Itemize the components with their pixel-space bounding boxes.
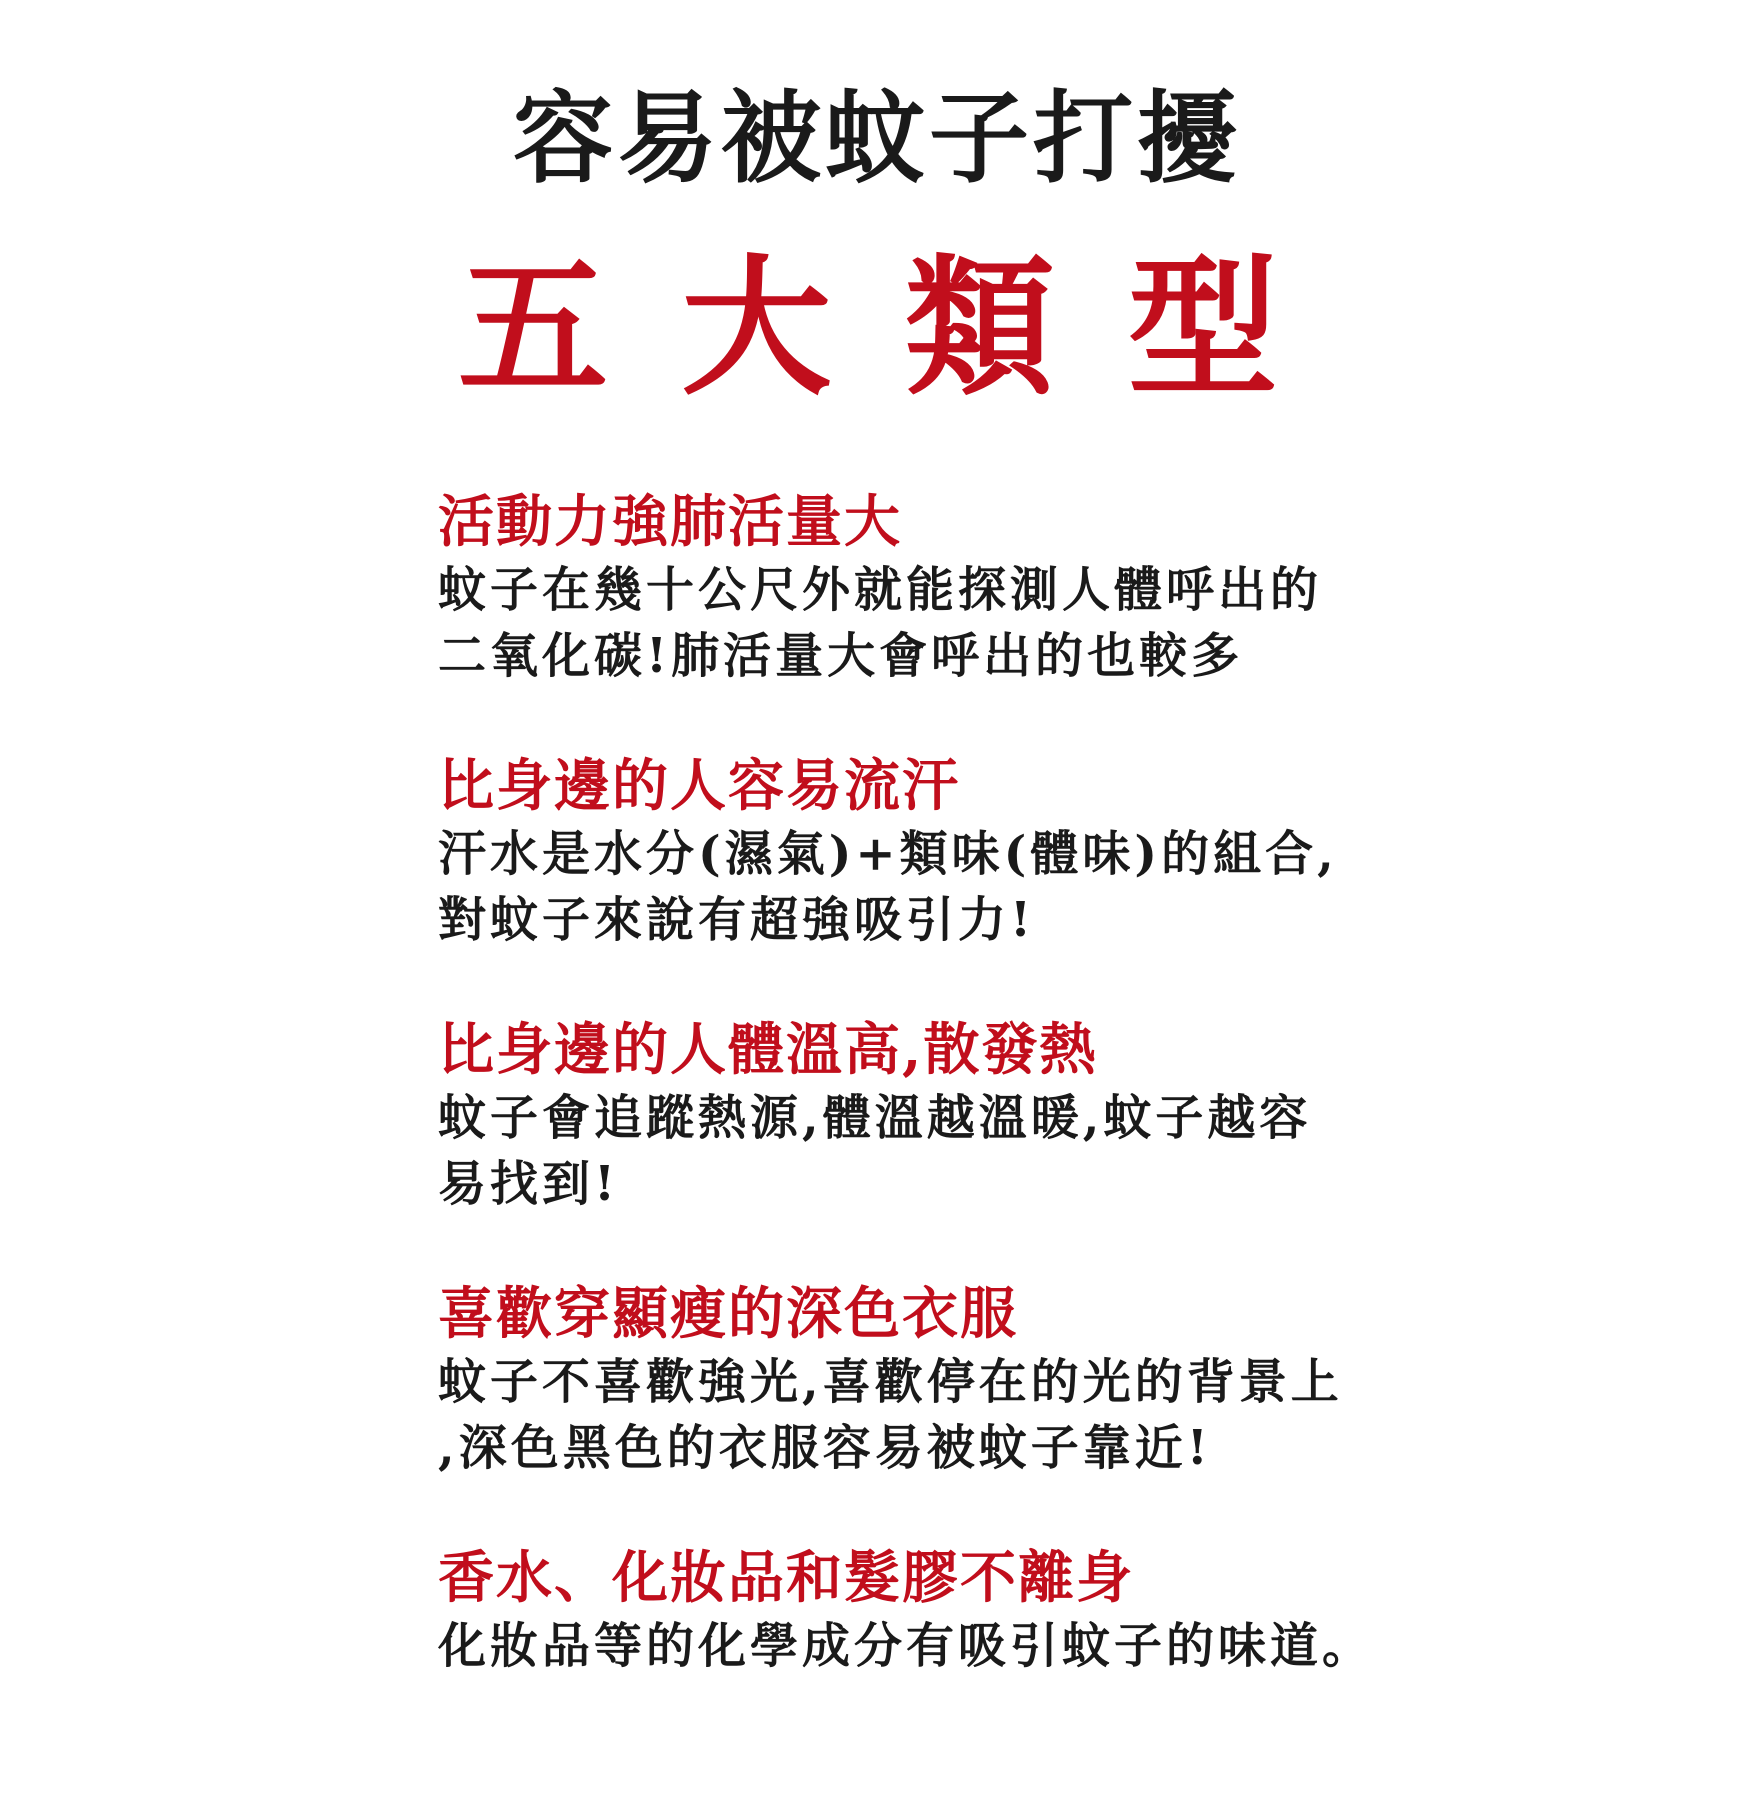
section-sweat bbox=[438, 751, 1738, 1015]
section-body-temperature bbox=[438, 1015, 1738, 1279]
section-body-line: 汗水是水分(濕氣)+類味(體味)的組合, bbox=[438, 826, 1338, 882]
subtitle-char: 大 bbox=[681, 240, 832, 416]
subtitle-char: 五 bbox=[458, 240, 609, 416]
page-title: 容易被蚊子打擾 bbox=[513, 79, 1241, 197]
section-heading: 比身邊的人體溫高,散發熱 bbox=[438, 1017, 1098, 1083]
section-body bbox=[438, 557, 1738, 689]
section-body bbox=[438, 1349, 1738, 1481]
section-body-line: 蚊子不喜歡強光,喜歡停在的光的背景上 bbox=[438, 1354, 1343, 1410]
section-body-line: 蚊子在幾十公尺外就能探測人體呼出的 bbox=[438, 562, 1323, 618]
section-cosmetics bbox=[438, 1543, 1738, 1807]
section-body-line: 易找到! bbox=[438, 1156, 620, 1212]
section-dark-clothing bbox=[438, 1279, 1738, 1543]
subtitle-char: 類 bbox=[904, 240, 1055, 416]
section-body-line: 對蚊子來說有超強吸引力! bbox=[438, 892, 1036, 948]
section-body-line: 蚊子會追蹤熱源,體溫越溫暖,蚊子越容 bbox=[438, 1090, 1312, 1146]
section-heading: 比身邊的人容易流汗 bbox=[438, 753, 960, 819]
section-body bbox=[438, 1085, 1738, 1217]
section-body-line: ,深色黑色的衣服容易被蚊子靠近! bbox=[438, 1420, 1212, 1476]
section-heading: 喜歡穿顯瘦的深色衣服 bbox=[438, 1281, 1018, 1347]
page-subtitle bbox=[458, 240, 1278, 416]
section-body-line: 化妝品等的化學成分有吸引蚊子的味道。 bbox=[438, 1618, 1375, 1674]
section-body bbox=[438, 1613, 1738, 1679]
section-lung-capacity bbox=[438, 487, 1738, 751]
section-heading: 香水、化妝品和髮膠不離身 bbox=[438, 1545, 1134, 1611]
section-body-line: 二氧化碳!肺活量大會呼出的也較多 bbox=[438, 628, 1244, 684]
section-heading: 活動力強肺活量大 bbox=[438, 489, 902, 555]
sections-list bbox=[438, 487, 1738, 1807]
section-body bbox=[438, 821, 1738, 953]
subtitle-char: 型 bbox=[1127, 240, 1278, 416]
